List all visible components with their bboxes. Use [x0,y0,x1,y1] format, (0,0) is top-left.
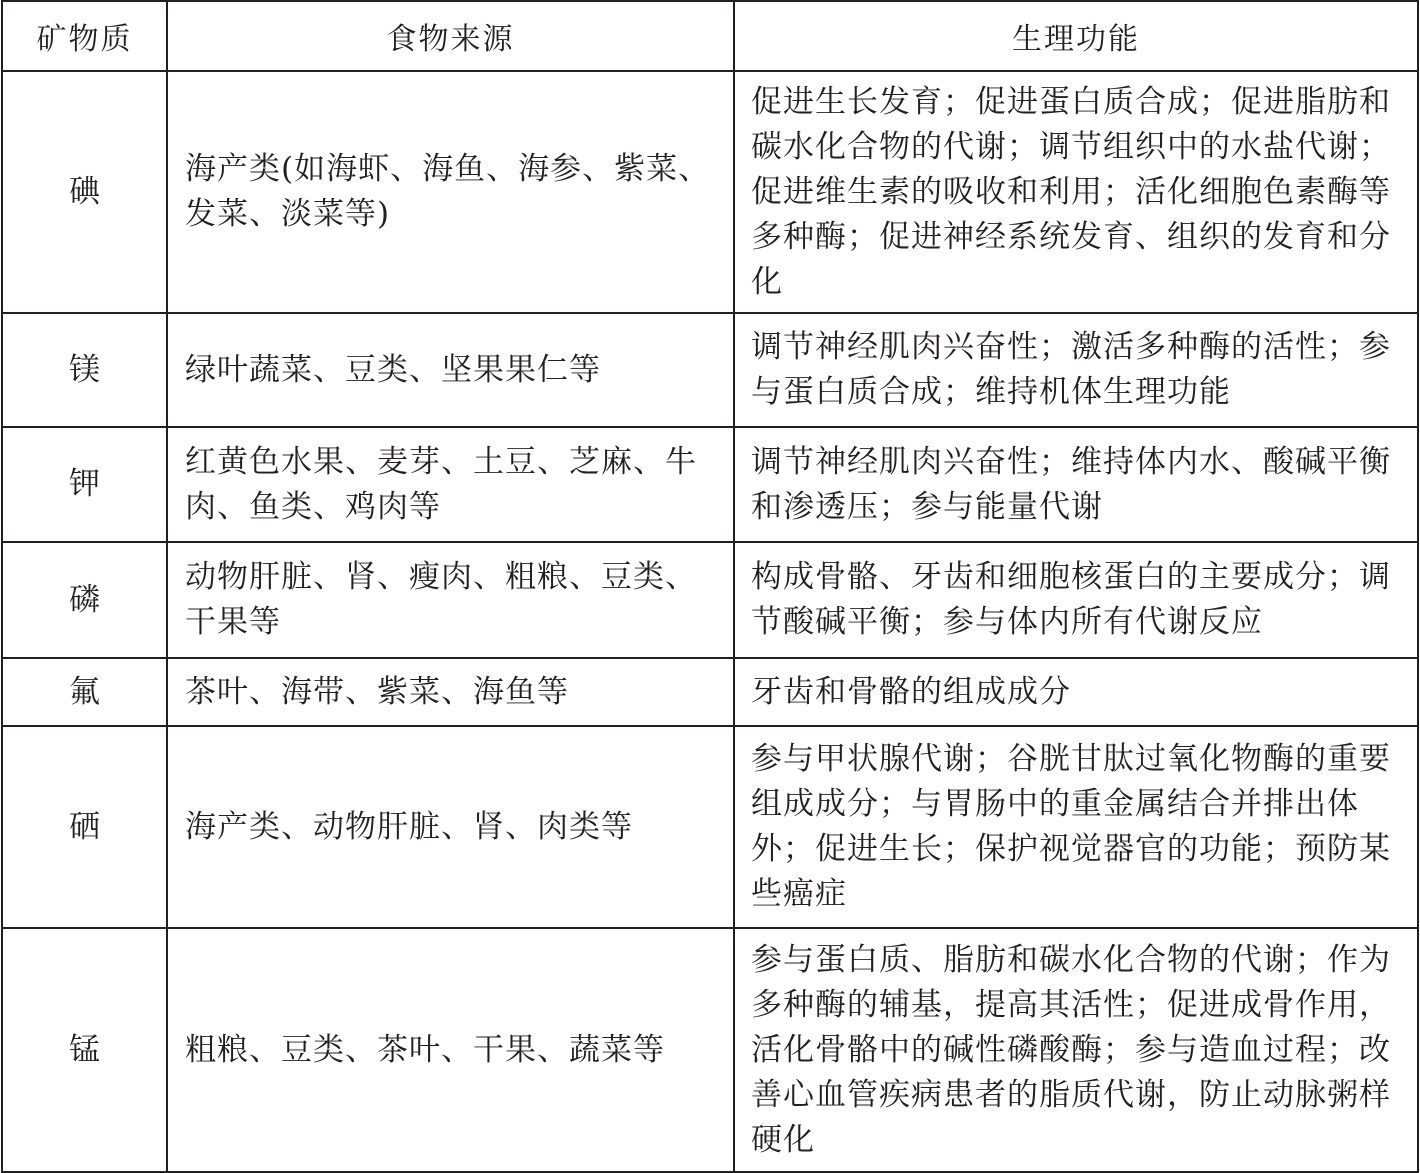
header-physiological-function: 生理功能 [734,1,1418,71]
function-cell: 调节神经肌肉兴奋性；维持体内水、酸碱平衡和渗透压；参与能量代谢 [734,427,1418,542]
food-source-cell: 粗粮、豆类、茶叶、干果、蔬菜等 [167,928,734,1172]
minerals-table [1,0,1419,1173]
food-source-cell: 绿叶蔬菜、豆类、坚果果仁等 [167,313,734,427]
food-source-cell: 动物肝脏、肾、瘦肉、粗粮、豆类、干果等 [167,542,734,658]
food-source-cell: 海产类(如海虾、海鱼、海参、紫菜、发菜、淡菜等) [167,71,734,313]
table-row-magnesium [2,313,1418,427]
food-source-cell: 茶叶、海带、紫菜、海鱼等 [167,658,734,726]
mineral-cell: 氟 [2,658,167,726]
table-row-potassium [2,427,1418,542]
function-cell: 构成骨骼、牙齿和细胞核蛋白的主要成分；调节酸碱平衡；参与体内所有代谢反应 [734,542,1418,658]
header-row [2,1,1418,71]
mineral-cell: 钾 [2,427,167,542]
table-row-phosphorus [2,542,1418,658]
header-food-source: 食物来源 [167,1,734,71]
mineral-cell: 磷 [2,542,167,658]
mineral-cell: 锰 [2,928,167,1172]
function-cell: 牙齿和骨骼的组成成分 [734,658,1418,726]
food-source-cell: 红黄色水果、麦芽、土豆、芝麻、牛肉、鱼类、鸡肉等 [167,427,734,542]
table-row-iodine [2,71,1418,313]
function-cell: 参与蛋白质、脂肪和碳水化合物的代谢；作为多种酶的辅基，提高其活性；促进成骨作用，活化骨骼中的碱性磷酸酶；参与造血过程；改善心血管疾病患者的脂质代谢，防止动脉粥样硬化 [734,928,1418,1172]
function-cell: 促进生长发育；促进蛋白质合成；促进脂肪和碳水化合物的代谢；调节组织中的水盐代谢；促进维生素的吸收和利用；活化细胞色素酶等多种酶；促进神经系统发育、组织的发育和分化 [734,71,1418,313]
table-row-fluorine [2,658,1418,726]
table-row-manganese [2,928,1418,1172]
function-cell: 调节神经肌肉兴奋性；激活多种酶的活性；参与蛋白质合成；维持机体生理功能 [734,313,1418,427]
mineral-cell: 碘 [2,71,167,313]
header-mineral: 矿物质 [2,1,167,71]
function-cell: 参与甲状腺代谢；谷胱甘肽过氧化物酶的重要组成成分；与胃肠中的重金属结合并排出体外；促进生长；保护视觉器官的功能；预防某些癌症 [734,726,1418,928]
mineral-cell: 镁 [2,313,167,427]
mineral-cell: 硒 [2,726,167,928]
food-source-cell: 海产类、动物肝脏、肾、肉类等 [167,726,734,928]
table-row-selenium [2,726,1418,928]
